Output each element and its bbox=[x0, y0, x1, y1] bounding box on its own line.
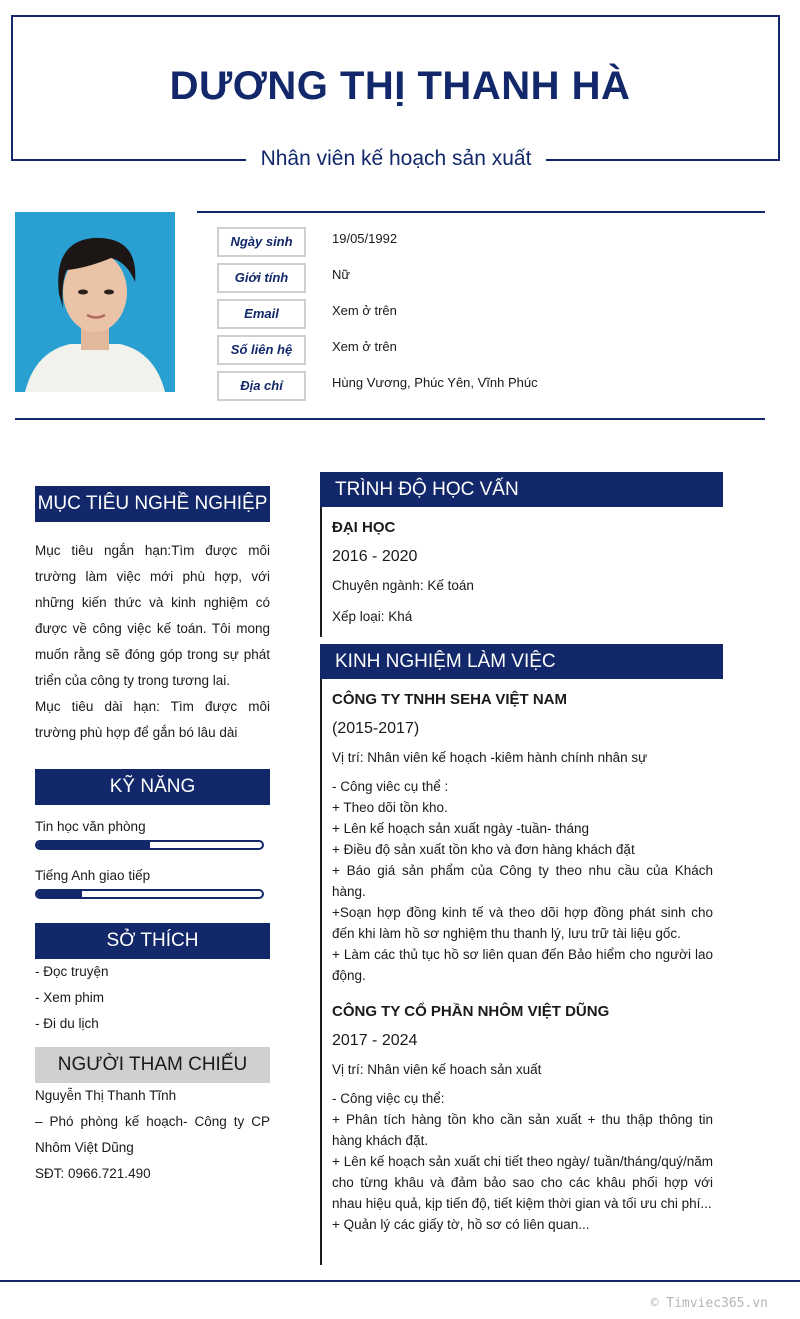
skill-bar bbox=[35, 889, 264, 899]
info-row-address bbox=[217, 371, 777, 401]
education-heading: TRÌNH ĐỘ HỌC VẤN bbox=[320, 472, 723, 507]
skill-bar-fill bbox=[37, 842, 150, 848]
info-label: Email bbox=[217, 299, 306, 329]
job-years: (2015-2017) bbox=[332, 720, 420, 737]
info-label: Ngày sinh bbox=[217, 227, 306, 257]
duty-item: + Lên kế hoạch sản xuất ngày -tuần- tháng bbox=[332, 821, 590, 836]
experience-heading: KINH NGHIỆM LÀM VIỆC bbox=[320, 644, 723, 679]
experience-rule bbox=[320, 679, 322, 1265]
info-label: Địa chỉ bbox=[217, 371, 306, 401]
info-value: Hùng Vương, Phúc Yên, Vĩnh Phúc bbox=[332, 375, 538, 390]
duty-item: + Theo dõi tồn kho. bbox=[332, 800, 448, 815]
references-heading: NGƯỜI THAM CHIẾU bbox=[35, 1047, 270, 1083]
hobby-item: - Đọc truyện bbox=[35, 964, 109, 979]
footer-brand: © Timviec365.vn bbox=[650, 1296, 768, 1311]
skill-bar-fill bbox=[37, 891, 82, 897]
info-row-phone bbox=[217, 335, 777, 365]
info-label: Giới tính bbox=[217, 263, 306, 293]
footer-divider bbox=[0, 1280, 800, 1282]
job-position: Vị trí: Nhân viên kế hoach sản xuất bbox=[332, 1062, 542, 1077]
objective-heading: MỤC TIÊU NGHỀ NGHIỆP bbox=[35, 486, 270, 522]
skill-item bbox=[35, 819, 264, 834]
info-row-email bbox=[217, 299, 777, 329]
duty-item: + Điều độ sản xuất tồn kho và đơn hàng khách đặt bbox=[332, 842, 635, 857]
reference-name: Nguyễn Thị Thanh Tĩnh bbox=[35, 1088, 177, 1103]
hobby-item: - Xem phim bbox=[35, 990, 105, 1005]
hobbies-heading: SỞ THÍCH bbox=[35, 923, 270, 959]
duty-item: +Soạn hợp đồng kinh tế và theo dõi hợp đồng phát sinh cho đến khi làm hồ sơ nghiệm thu thanh lý, lưu trữ tài liệu gốc. bbox=[332, 905, 713, 941]
info-value: Nữ bbox=[332, 267, 351, 282]
reference-phone: SĐT: 0966.721.490 bbox=[35, 1166, 151, 1181]
info-row-gender bbox=[217, 263, 777, 293]
duty-item: - Công viêc cụ thể : bbox=[332, 779, 449, 794]
skill-name: Tiếng Anh giao tiếp bbox=[35, 868, 151, 883]
profile-photo bbox=[15, 212, 175, 392]
duty-item: + Báo giá sản phẩm của Công ty theo nhu cầu của Khách hàng. bbox=[332, 863, 713, 899]
info-value: Xem ở trên bbox=[332, 303, 397, 318]
duty-item: + Phân tích hàng tồn kho cần sản xuất + thu thập thông tin hàng khách đặt. bbox=[332, 1112, 713, 1148]
job-company: CÔNG TY CỔ PHẦN NHÔM VIỆT DŨNG bbox=[332, 1003, 610, 1020]
hobby-item: - Đi du lịch bbox=[35, 1016, 99, 1031]
job-title: Nhân viên kế hoạch sản xuất bbox=[246, 145, 546, 173]
job-duties bbox=[332, 776, 713, 986]
education-level: ĐẠI HỌC bbox=[332, 519, 396, 536]
education-rule bbox=[320, 507, 322, 637]
skills-heading: KỸ NĂNG bbox=[35, 769, 270, 805]
skill-name: Tin học văn phòng bbox=[35, 819, 146, 834]
info-top-divider bbox=[197, 211, 765, 213]
info-row-birthday bbox=[217, 227, 777, 257]
info-value: Xem ở trên bbox=[332, 339, 397, 354]
job-company: CÔNG TY TNHH SEHA VIỆT NAM bbox=[332, 691, 568, 708]
duty-item: + Làm các thủ tục hồ sơ liên quan đến Bảo hiểm cho người lao động. bbox=[332, 947, 713, 983]
reference-position: – Phó phòng kế hoạch- Công ty CP Nhôm Việt Dũng bbox=[35, 1114, 270, 1155]
duty-item: + Lên kế hoạch sản xuất chi tiết theo ngày/ tuần/tháng/quý/năm cho từng khâu và đảm bảo sao cho các khâu phối hợp với nhau hiệu quả, kịp tiến độ, tiết kiệm thời gian và tối ưu chi phí... bbox=[332, 1154, 713, 1211]
job-duties bbox=[332, 1088, 713, 1235]
candidate-name: DƯƠNG THỊ THANH HÀ bbox=[169, 64, 631, 108]
job-position: Vị trí: Nhân viên kế hoạch -kiêm hành chính nhân sự bbox=[332, 750, 648, 765]
objective-long-term: Mục tiêu dài hạn: Tìm được môi trường phù hợp để gắn bó lâu dài bbox=[35, 699, 270, 740]
duty-item: + Quản lý các giấy tờ, hồ sơ có liên quan... bbox=[332, 1217, 590, 1232]
objective-short-term: Mục tiêu ngắn hạn:Tìm được môi trường làm việc mới phù hợp, với những kiến thức và kinh nghiệm có được về công việc kế toán. Tôi mong muốn rằng sẽ đóng góp trong sự phát triển của công ty trong tương lai. bbox=[35, 543, 270, 688]
education-major: Chuyên ngành: Kế toán bbox=[332, 578, 474, 593]
education-years: 2016 - 2020 bbox=[332, 548, 418, 565]
skill-item bbox=[35, 868, 264, 883]
info-value: 19/05/1992 bbox=[332, 231, 398, 246]
info-bottom-divider bbox=[15, 418, 765, 420]
education-grade: Xếp loại: Khá bbox=[332, 609, 413, 624]
job-years: 2017 - 2024 bbox=[332, 1032, 418, 1049]
skill-bar bbox=[35, 840, 264, 850]
duty-item: - Công việc cụ thể: bbox=[332, 1091, 445, 1106]
info-label: Số liên hệ bbox=[217, 335, 306, 365]
